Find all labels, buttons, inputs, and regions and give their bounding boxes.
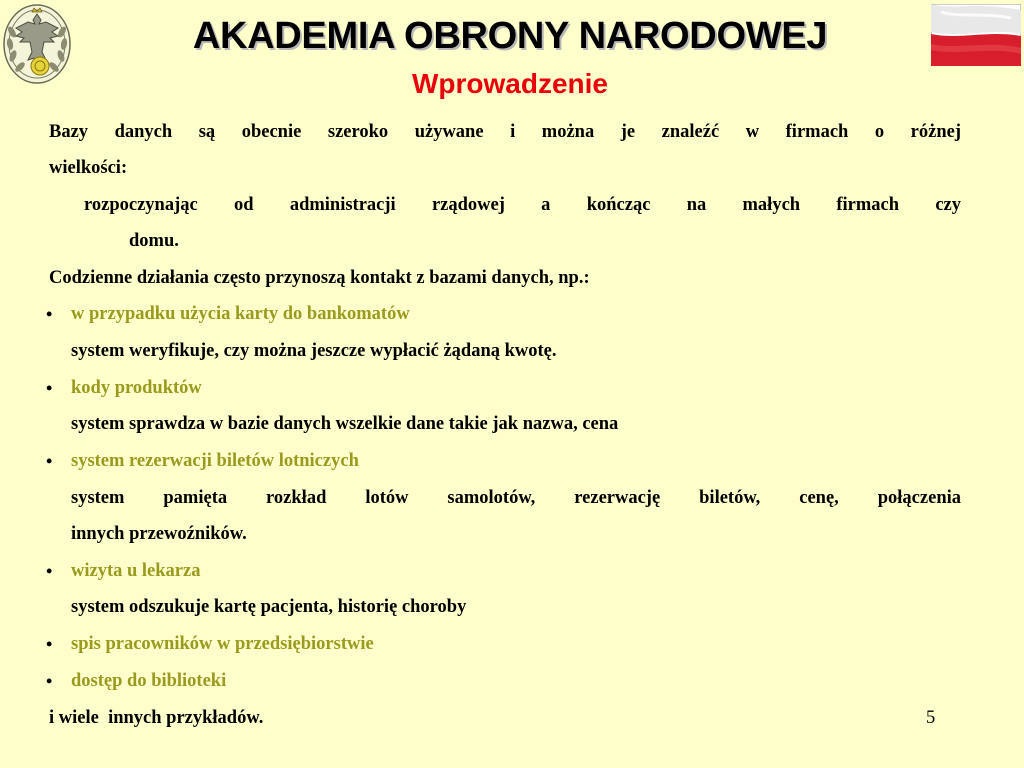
intro-line-2: wielkości: bbox=[49, 158, 128, 178]
list-item-label: system rezerwacji biletów lotniczych bbox=[71, 451, 359, 471]
list-item-description: system odszukuje kartę pacjenta, historię choroby bbox=[71, 597, 467, 617]
closing-text: i wiele innych przykładów. bbox=[49, 708, 264, 728]
bullet-icon: • bbox=[46, 671, 53, 691]
list-item-label: w przypadku użycia karty do bankomatów bbox=[71, 304, 410, 324]
list-item-label: dostęp do biblioteki bbox=[71, 671, 227, 691]
page-number: 5 bbox=[926, 708, 936, 728]
intro-line-1: Bazy danych są obecnie szeroko używane i można je znaleźć w firmach o różnej bbox=[49, 122, 961, 142]
bullet-icon: • bbox=[46, 561, 53, 581]
list-item-label: spis pracowników w przedsiębiorstwie bbox=[71, 634, 374, 654]
list-item-label: kody produktów bbox=[71, 378, 202, 398]
sub-line-1: rozpoczynając od administracji rządowej a kończąc na małych firmach czy bbox=[84, 195, 961, 215]
bullet-icon: • bbox=[46, 634, 53, 654]
sub-line-2: domu. bbox=[129, 231, 179, 251]
eagle-emblem-icon bbox=[2, 2, 72, 84]
page-title: AKADEMIA OBRONY NARODOWEJ bbox=[192, 15, 828, 57]
list-item-description: system weryfikuje, czy można jeszcze wypłacić żądaną kwotę. bbox=[71, 341, 557, 361]
list-item-description: system pamięta rozkład lotów samolotów, rezerwację biletów, cenę, połączenia bbox=[71, 488, 961, 508]
list-item-label: wizyta u lekarza bbox=[71, 561, 201, 581]
list-item-description: innych przewoźników. bbox=[71, 524, 247, 544]
bullet-icon: • bbox=[46, 451, 53, 471]
list-item-description: system sprawdza w bazie danych wszelkie dane takie jak nazwa, cena bbox=[71, 414, 619, 434]
polish-flag-icon bbox=[931, 4, 1021, 66]
page-subtitle: Wprowadzenie bbox=[411, 68, 608, 99]
bullet-icon: • bbox=[46, 304, 53, 324]
daily-intro: Codzienne działania często przynoszą kontakt z bazami danych, np.: bbox=[49, 268, 590, 288]
bullet-icon: • bbox=[46, 378, 53, 398]
